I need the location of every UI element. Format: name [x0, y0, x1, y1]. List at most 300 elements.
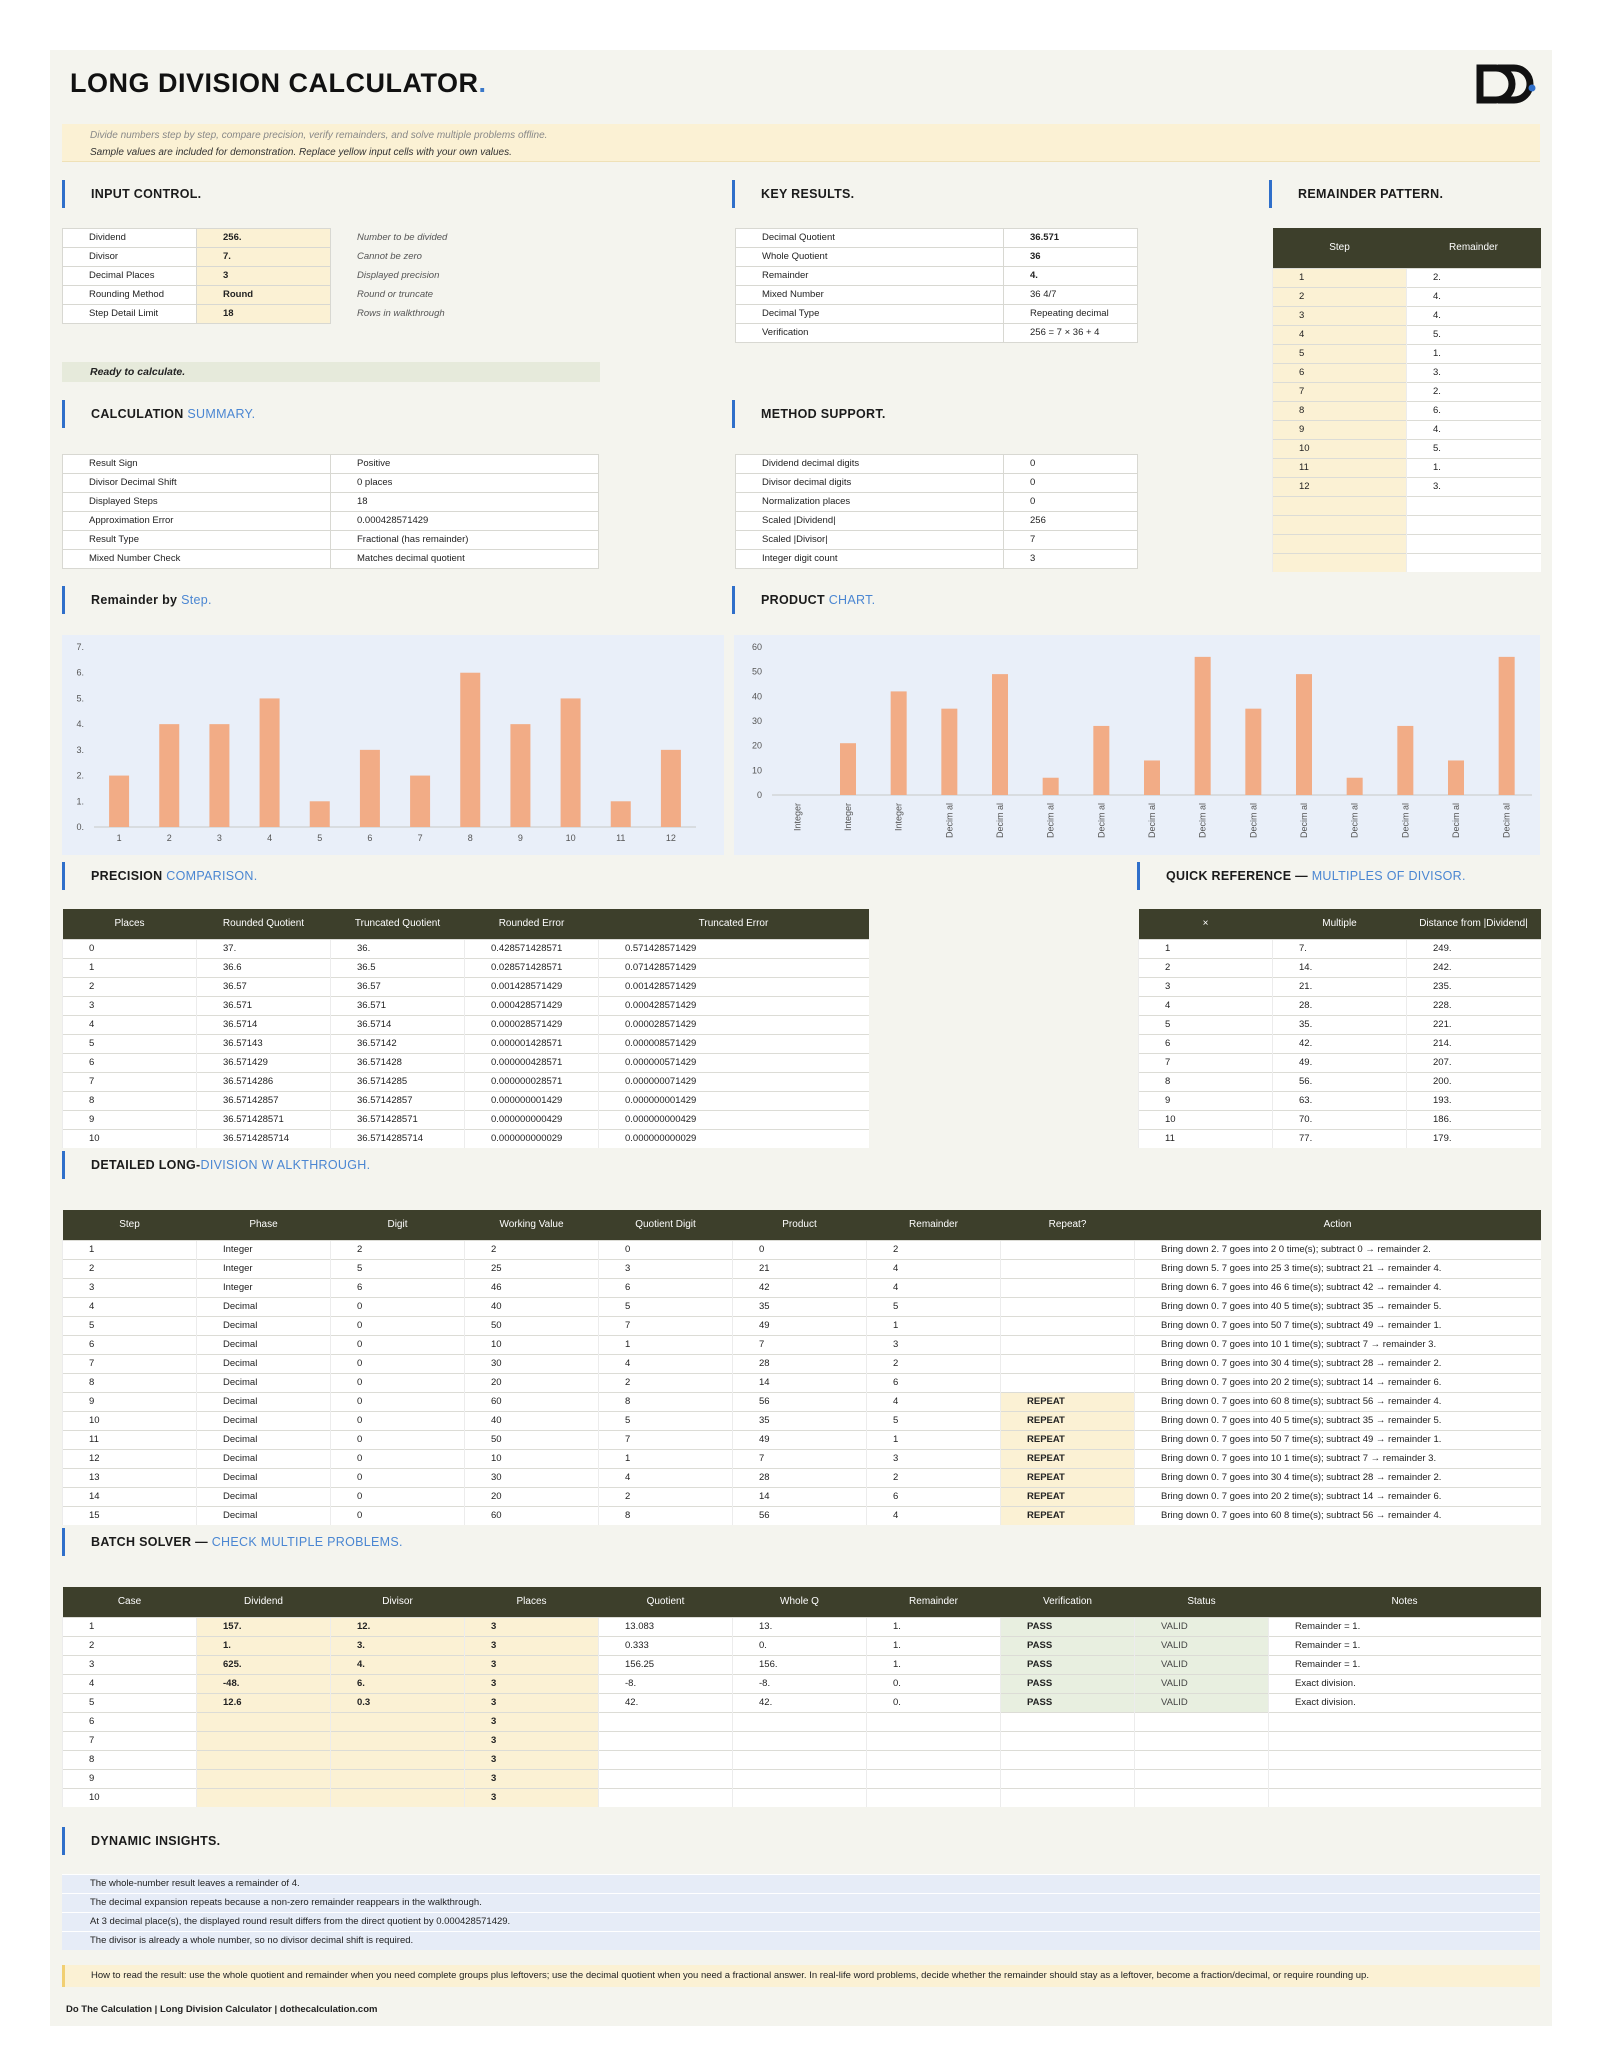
walkthrough-row	[63, 1468, 1541, 1487]
pattern-row	[1273, 382, 1541, 401]
method-support-table	[735, 454, 1138, 569]
bar	[661, 750, 681, 827]
batch-row-cell: 3	[465, 1712, 599, 1731]
batch-row-cell	[599, 1769, 733, 1788]
summary-row-label: Divisor Decimal Shift	[63, 474, 331, 493]
walkthrough-row-cell: 6	[599, 1278, 733, 1297]
walkthrough-row-cell: 2	[867, 1240, 1001, 1259]
info-banner	[62, 124, 1540, 162]
input-value-cell[interactable]: 7.	[197, 248, 331, 267]
pattern-remainder: 4.	[1407, 306, 1541, 325]
pattern-step	[1273, 496, 1407, 515]
product-chart-heading: PRODUCT CHART.	[732, 586, 875, 614]
method-row-label: Divisor decimal digits	[736, 474, 1004, 493]
column-header: Product	[733, 1210, 867, 1240]
quickref-row	[1139, 1072, 1541, 1091]
quickref-row-cell: 4	[1139, 996, 1273, 1015]
quickref-row	[1139, 958, 1541, 977]
walkthrough-row-cell: 0	[331, 1392, 465, 1411]
method-row	[736, 512, 1138, 531]
batch-row-cell: PASS	[1001, 1693, 1135, 1712]
quickref-row-cell: 42.	[1273, 1034, 1407, 1053]
pattern-remainder: 3.	[1407, 363, 1541, 382]
x-tick-label: Integer	[843, 803, 853, 832]
batch-row-cell: 5	[63, 1693, 197, 1712]
column-header: Notes	[1269, 1587, 1541, 1617]
batch-row	[63, 1636, 1541, 1655]
walkthrough-row-cell: 4	[867, 1278, 1001, 1297]
quickref-row	[1139, 977, 1541, 996]
summary-row-value: Fractional (has remainder)	[331, 531, 599, 550]
method-row-label: Integer digit count	[736, 550, 1004, 569]
walkthrough-row-cell: 20	[465, 1487, 599, 1506]
walkthrough-row-cell: 35	[733, 1411, 867, 1430]
summary-row-label: Mixed Number Check	[63, 550, 331, 569]
x-tick-label: Decim al	[1197, 803, 1208, 839]
bar	[310, 801, 330, 827]
column-header: Step	[63, 1210, 197, 1240]
batch-row-cell: PASS	[1001, 1617, 1135, 1636]
precision-row-cell: 0.000001428571	[465, 1034, 599, 1053]
walkthrough-row-cell: 2	[331, 1240, 465, 1259]
input-note: Number to be divided	[357, 232, 448, 243]
precision-row-cell: 0.000000000429	[465, 1110, 599, 1129]
walkthrough-row-cell: Integer	[197, 1278, 331, 1297]
column-header: Multiple	[1273, 909, 1407, 939]
walkthrough-row-cell	[1001, 1335, 1135, 1354]
pattern-remainder: 1.	[1407, 344, 1541, 363]
bar	[410, 776, 430, 827]
input-value-cell[interactable]: 18	[197, 305, 331, 324]
batch-row-cell: Exact division.	[1269, 1674, 1541, 1693]
precision-row-cell: 36.5714286	[197, 1072, 331, 1091]
walkthrough-row-cell: Decimal	[197, 1430, 331, 1449]
how-to-read-note: How to read the result: use the whole quotient and remainder when you need complete groups plus leftovers; use the decimal quotient when you need a fractional answer. In real-life word problems, decide whether the remainder should stay as a leftover, become a fraction/decimal, or require rounding up.	[62, 1965, 1540, 1987]
summary-row-value: 0 places	[331, 474, 599, 493]
precision-row-cell: 5	[63, 1034, 197, 1053]
walkthrough-row	[63, 1316, 1541, 1335]
quickref-row	[1139, 1129, 1541, 1148]
batch-row-cell: Remainder = 1.	[1269, 1636, 1541, 1655]
batch-row-cell	[1135, 1731, 1269, 1750]
column-header: Remainder	[867, 1587, 1001, 1617]
walkthrough-row-cell: REPEAT	[1001, 1449, 1135, 1468]
walkthrough-row-cell: 3	[867, 1335, 1001, 1354]
quick-reference-heading: QUICK REFERENCE — MULTIPLES OF DIVISOR.	[1137, 862, 1466, 890]
walkthrough-row-cell: 3	[599, 1259, 733, 1278]
batch-row-cell: Remainder = 1.	[1269, 1655, 1541, 1674]
walkthrough-row-cell: 0	[331, 1316, 465, 1335]
quickref-row-cell: 7	[1139, 1053, 1273, 1072]
calculation-summary-table	[62, 454, 599, 569]
key-results-heading: KEY RESULTS.	[732, 180, 854, 208]
column-header: ×	[1139, 909, 1273, 939]
y-tick-label: 40	[751, 691, 762, 702]
walkthrough-row-cell: Bring down 0. 7 goes into 60 8 time(s); subtract 56 → remainder 4.	[1135, 1392, 1541, 1411]
column-header: Places	[63, 909, 197, 939]
precision-row-cell: 0.000000571429	[599, 1053, 869, 1072]
quickref-row	[1139, 1110, 1541, 1129]
banner-instructions: Sample values are included for demonstration. Replace yellow input cells with your own values.	[90, 147, 512, 158]
precision-row-cell: 0.000000000429	[599, 1110, 869, 1129]
column-header: Digit	[331, 1210, 465, 1240]
precision-row-cell: 0.071428571429	[599, 958, 869, 977]
walkthrough-row-cell: Decimal	[197, 1373, 331, 1392]
quickref-row-cell: 193.	[1407, 1091, 1541, 1110]
column-header: Whole Q	[733, 1587, 867, 1617]
input-table	[62, 228, 613, 324]
quickref-row-cell: 242.	[1407, 958, 1541, 977]
method-row-label: Scaled |Divisor|	[736, 531, 1004, 550]
precision-row	[63, 1129, 869, 1148]
batch-row-cell	[1269, 1750, 1541, 1769]
pattern-remainder	[1407, 515, 1541, 534]
batch-row-cell: 13.083	[599, 1617, 733, 1636]
batch-row-cell	[1135, 1712, 1269, 1731]
batch-row	[63, 1674, 1541, 1693]
x-tick-label: Decim al	[1400, 803, 1411, 839]
x-tick-label: Decim al	[1501, 803, 1512, 839]
precision-row-cell: 0.000000071429	[599, 1072, 869, 1091]
walkthrough-row-cell: 8	[599, 1506, 733, 1525]
precision-row-cell: 2	[63, 977, 197, 996]
walkthrough-row-cell: REPEAT	[1001, 1506, 1135, 1525]
precision-row	[63, 1091, 869, 1110]
precision-row-cell: 36.5714	[197, 1015, 331, 1034]
bar	[1397, 726, 1413, 795]
precision-row	[63, 996, 869, 1015]
result-label: Mixed Number	[736, 286, 1004, 305]
walkthrough-row-cell	[1001, 1297, 1135, 1316]
pattern-step: 10	[1273, 439, 1407, 458]
result-row	[736, 248, 1138, 267]
column-header: Case	[63, 1587, 197, 1617]
walkthrough-row-cell: REPEAT	[1001, 1411, 1135, 1430]
batch-row-cell: Remainder = 1.	[1269, 1617, 1541, 1636]
walkthrough-row-cell: 11	[63, 1430, 197, 1449]
x-tick-label: Decim al	[944, 803, 955, 839]
batch-row-cell	[1135, 1788, 1269, 1807]
quickref-row-cell: 235.	[1407, 977, 1541, 996]
walkthrough-row	[63, 1392, 1541, 1411]
batch-row-cell	[867, 1769, 1001, 1788]
walkthrough-row-cell: 14	[733, 1373, 867, 1392]
quickref-row-cell: 21.	[1273, 977, 1407, 996]
walkthrough-row-cell: REPEAT	[1001, 1392, 1135, 1411]
pattern-remainder: 3.	[1407, 477, 1541, 496]
pattern-remainder	[1407, 534, 1541, 553]
batch-row-cell: 10	[63, 1788, 197, 1807]
walkthrough-row-cell: REPEAT	[1001, 1430, 1135, 1449]
walkthrough-row-cell: Decimal	[197, 1506, 331, 1525]
precision-row	[63, 1034, 869, 1053]
bar	[510, 724, 530, 827]
x-tick-label: Decim al	[1349, 803, 1360, 839]
walkthrough-row-cell: 5	[867, 1297, 1001, 1316]
x-tick-label: Decim al	[1147, 803, 1157, 839]
walkthrough-row-cell: 20	[465, 1373, 599, 1392]
pattern-remainder	[1407, 553, 1541, 572]
method-row-value: 7	[1004, 531, 1138, 550]
batch-row-cell	[599, 1788, 733, 1807]
batch-row-cell	[1001, 1712, 1135, 1731]
input-value-cell[interactable]: 3	[197, 267, 331, 286]
batch-row-cell	[1135, 1750, 1269, 1769]
quickref-row-cell: 9	[1139, 1091, 1273, 1110]
batch-row-cell	[1269, 1712, 1541, 1731]
precision-heading: PRECISION COMPARISON.	[62, 862, 258, 890]
column-header: Quotient	[599, 1587, 733, 1617]
batch-row-cell: 156.25	[599, 1655, 733, 1674]
quickref-row-cell: 28.	[1273, 996, 1407, 1015]
result-value: 36 4/7	[1004, 286, 1138, 305]
walkthrough-row-cell: 7	[733, 1449, 867, 1468]
batch-row-cell	[1001, 1750, 1135, 1769]
batch-row-cell: 12.	[331, 1617, 465, 1636]
precision-row-cell: 4	[63, 1015, 197, 1034]
precision-row-cell: 36.57143	[197, 1034, 331, 1053]
x-tick-label: Decim al	[1045, 803, 1056, 839]
quickref-row-cell: 10	[1139, 1110, 1273, 1129]
batch-row	[63, 1769, 1541, 1788]
precision-row-cell: 36.57142857	[331, 1091, 465, 1110]
batch-row-cell	[599, 1750, 733, 1769]
method-row-value: 0	[1004, 493, 1138, 512]
walkthrough-row-cell: 49	[733, 1316, 867, 1335]
precision-row-cell: 36.6	[197, 958, 331, 977]
footer-credit: Do The Calculation | Long Division Calculator | dothecalculation.com	[66, 2004, 378, 2015]
input-row	[63, 305, 613, 324]
walkthrough-row-cell: 1	[867, 1430, 1001, 1449]
walkthrough-row-cell: Bring down 5. 7 goes into 25 3 time(s); subtract 21 → remainder 4.	[1135, 1259, 1541, 1278]
batch-row-cell: 12.6	[197, 1693, 331, 1712]
precision-row-cell: 0.028571428571	[465, 958, 599, 977]
batch-row-cell: 6	[63, 1712, 197, 1731]
x-tick-label: 5	[317, 833, 323, 843]
walkthrough-row-cell: 30	[465, 1468, 599, 1487]
pattern-step: 2	[1273, 287, 1407, 306]
summary-row	[63, 493, 599, 512]
pattern-step	[1273, 515, 1407, 534]
precision-row-cell: 37.	[197, 939, 331, 958]
walkthrough-table	[62, 1210, 1541, 1525]
walkthrough-row-cell: Bring down 0. 7 goes into 60 8 time(s); subtract 56 → remainder 4.	[1135, 1506, 1541, 1525]
summary-row-value: 0.000428571429	[331, 512, 599, 531]
quickref-row-cell: 63.	[1273, 1091, 1407, 1110]
result-row	[736, 267, 1138, 286]
input-control-heading: INPUT CONTROL.	[62, 180, 201, 208]
insight-line: At 3 decimal place(s), the displayed round result differs from the direct quotient by 0.000428571429.	[62, 1912, 1540, 1931]
x-tick-label: Integer	[893, 803, 904, 832]
result-label: Verification	[736, 324, 1004, 343]
precision-row-cell: 36.5	[331, 958, 465, 977]
walkthrough-row-cell: 15	[63, 1506, 197, 1525]
batch-row-cell: 625.	[197, 1655, 331, 1674]
batch-row-cell: 13.	[733, 1617, 867, 1636]
method-row	[736, 455, 1138, 474]
walkthrough-row-cell: 0	[331, 1468, 465, 1487]
column-header: Verification	[1001, 1587, 1135, 1617]
walkthrough-row	[63, 1278, 1541, 1297]
insights-heading: DYNAMIC INSIGHTS.	[62, 1827, 220, 1855]
walkthrough-row-cell: 5	[867, 1411, 1001, 1430]
result-row	[736, 324, 1138, 343]
result-label: Whole Quotient	[736, 248, 1004, 267]
walkthrough-row-cell: Decimal	[197, 1392, 331, 1411]
walkthrough-row-cell: 5	[63, 1316, 197, 1335]
batch-row-cell: 1.	[867, 1636, 1001, 1655]
x-tick-label: Decim al	[995, 803, 1005, 839]
batch-row-cell: PASS	[1001, 1636, 1135, 1655]
walkthrough-row-cell: Bring down 0. 7 goes into 50 7 time(s); subtract 49 → remainder 1.	[1135, 1316, 1541, 1335]
result-row	[736, 305, 1138, 324]
insight-line: The decimal expansion repeats because a non-zero remainder reappears in the walkthrough.	[62, 1893, 1540, 1912]
precision-row-cell: 36.57142	[331, 1034, 465, 1053]
batch-row-cell	[197, 1731, 331, 1750]
walkthrough-row-cell: 2	[599, 1487, 733, 1506]
summary-row	[63, 474, 599, 493]
bar	[159, 724, 179, 827]
batch-row-cell	[331, 1712, 465, 1731]
batch-row-cell	[197, 1750, 331, 1769]
bar	[1499, 657, 1515, 795]
walkthrough-row-cell: Integer	[197, 1259, 331, 1278]
input-value-cell[interactable]: Round	[197, 286, 331, 305]
input-value-cell[interactable]: 256.	[197, 229, 331, 248]
pattern-row	[1273, 401, 1541, 420]
walkthrough-row-cell: 1	[63, 1240, 197, 1259]
pattern-remainder: 1.	[1407, 458, 1541, 477]
quickref-row-cell: 7.	[1273, 939, 1407, 958]
walkthrough-row-cell: 0	[331, 1335, 465, 1354]
quickref-row-cell: 214.	[1407, 1034, 1541, 1053]
quickref-row	[1139, 996, 1541, 1015]
batch-row-cell: 1.	[867, 1617, 1001, 1636]
walkthrough-row-cell: 7	[599, 1430, 733, 1449]
batch-row-cell	[1001, 1731, 1135, 1750]
precision-row	[63, 977, 869, 996]
x-tick-label: 10	[565, 833, 576, 843]
pattern-row	[1273, 496, 1541, 515]
result-value: Repeating decimal	[1004, 305, 1138, 324]
walkthrough-row-cell	[1001, 1259, 1135, 1278]
batch-row-cell: 3	[465, 1693, 599, 1712]
x-tick-label: Decim al	[1096, 803, 1107, 839]
pattern-row	[1273, 325, 1541, 344]
bar	[1448, 760, 1464, 795]
calculation-summary-heading: CALCULATION SUMMARY.	[62, 400, 255, 428]
walkthrough-row-cell: Decimal	[197, 1449, 331, 1468]
walkthrough-row-cell: Bring down 0. 7 goes into 20 2 time(s); subtract 14 → remainder 6.	[1135, 1373, 1541, 1392]
precision-row-cell: 8	[63, 1091, 197, 1110]
bar	[941, 709, 957, 795]
batch-row-cell: -8.	[733, 1674, 867, 1693]
column-header: Truncated Error	[599, 909, 869, 939]
pattern-row	[1273, 515, 1541, 534]
pattern-row	[1273, 287, 1541, 306]
batch-solver-table	[62, 1587, 1541, 1807]
batch-row-cell: 7	[63, 1731, 197, 1750]
x-tick-label: 8	[467, 833, 473, 843]
walkthrough-row-cell: 3	[867, 1449, 1001, 1468]
summary-row	[63, 455, 599, 474]
walkthrough-row-cell: Decimal	[197, 1411, 331, 1430]
method-row-value: 0	[1004, 474, 1138, 493]
quickref-row-cell: 6	[1139, 1034, 1273, 1053]
walkthrough-row-cell: 46	[465, 1278, 599, 1297]
y-tick-label: 6.	[76, 667, 84, 678]
walkthrough-row-cell: 10	[465, 1449, 599, 1468]
pattern-step: 3	[1273, 306, 1407, 325]
walkthrough-row	[63, 1506, 1541, 1525]
column-header: Phase	[197, 1210, 331, 1240]
batch-row-cell: 42.	[599, 1693, 733, 1712]
precision-row-cell: 0.000000001429	[465, 1091, 599, 1110]
walkthrough-row-cell: REPEAT	[1001, 1468, 1135, 1487]
batch-row-cell: 0.	[867, 1674, 1001, 1693]
batch-row-cell	[867, 1712, 1001, 1731]
quickref-row-cell: 70.	[1273, 1110, 1407, 1129]
product-bar-chart	[734, 635, 1540, 855]
batch-row-cell	[867, 1731, 1001, 1750]
walkthrough-heading: DETAILED LONG-DIVISION W ALKTHROUGH.	[62, 1151, 370, 1179]
walkthrough-row-cell	[1001, 1240, 1135, 1259]
walkthrough-row-cell: 30	[465, 1354, 599, 1373]
batch-row-cell	[1135, 1769, 1269, 1788]
pattern-step	[1273, 534, 1407, 553]
walkthrough-row-cell: 10	[465, 1335, 599, 1354]
batch-row-cell: 1.	[867, 1655, 1001, 1674]
method-row-label: Dividend decimal digits	[736, 455, 1004, 474]
quickref-row-cell: 179.	[1407, 1129, 1541, 1148]
walkthrough-row-cell: Bring down 0. 7 goes into 40 5 time(s); subtract 35 → remainder 5.	[1135, 1411, 1541, 1430]
quickref-row	[1139, 1015, 1541, 1034]
walkthrough-row-cell: 49	[733, 1430, 867, 1449]
y-tick-label: 0.	[76, 822, 84, 832]
precision-row-cell: 0.000000001429	[599, 1091, 869, 1110]
bar	[1043, 778, 1059, 795]
walkthrough-row-cell: 56	[733, 1392, 867, 1411]
quickref-row-cell: 56.	[1273, 1072, 1407, 1091]
walkthrough-row-cell: 3	[63, 1278, 197, 1297]
batch-row-cell	[733, 1731, 867, 1750]
y-tick-label: 1.	[76, 796, 84, 807]
batch-row-cell: VALID	[1135, 1655, 1269, 1674]
pattern-row	[1273, 306, 1541, 325]
precision-row-cell: 0.000008571429	[599, 1034, 869, 1053]
walkthrough-row-cell: 5	[599, 1297, 733, 1316]
batch-row-cell: 9	[63, 1769, 197, 1788]
precision-row-cell: 36.5714285	[331, 1072, 465, 1091]
x-tick-label: 4	[267, 833, 273, 843]
walkthrough-row-cell: 0	[331, 1487, 465, 1506]
y-tick-label: 60	[751, 642, 762, 652]
walkthrough-row-cell: 14	[733, 1487, 867, 1506]
pattern-step	[1273, 553, 1407, 572]
walkthrough-row-cell: 0	[331, 1411, 465, 1430]
x-tick-label: Decim al	[1451, 803, 1461, 839]
batch-row-cell: 2	[63, 1636, 197, 1655]
walkthrough-row-cell: 7	[733, 1335, 867, 1354]
y-tick-label: 3.	[76, 744, 84, 755]
batch-row-cell	[331, 1731, 465, 1750]
pattern-row	[1273, 268, 1541, 287]
remainder-pattern-table	[1272, 228, 1541, 572]
input-label: Divisor	[63, 248, 197, 267]
batch-row-cell: 3	[465, 1636, 599, 1655]
walkthrough-row-cell: 14	[63, 1487, 197, 1506]
bar	[1245, 709, 1261, 795]
